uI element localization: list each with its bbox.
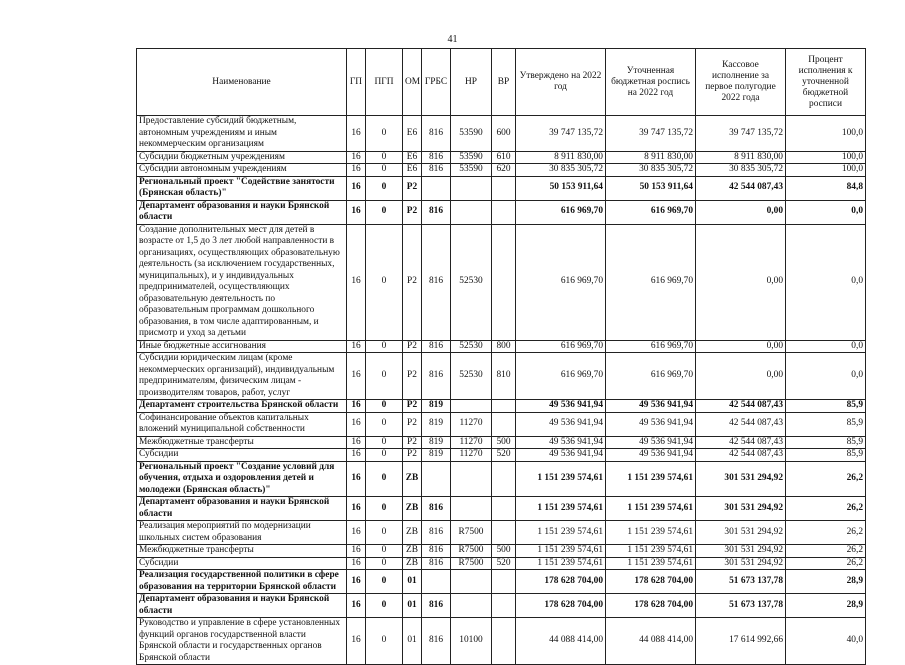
cell-approved: 49 536 941,94 bbox=[516, 400, 606, 413]
cell-name: Межбюджетные трансферты bbox=[137, 545, 347, 558]
cell-pct: 84,8 bbox=[786, 176, 866, 200]
cell-nr bbox=[451, 461, 492, 497]
cell-name: Департамент образования и науки Брянской области bbox=[137, 497, 347, 521]
cell-om: ZB bbox=[403, 521, 422, 545]
cell-gp: 16 bbox=[347, 545, 366, 558]
cell-grbs: 816 bbox=[422, 200, 451, 224]
cell-cash: 8 911 830,00 bbox=[696, 151, 786, 164]
cell-name: Реализация государственной политики в сфере образования на территории Брянской области bbox=[137, 570, 347, 594]
cell-cash: 51 673 137,78 bbox=[696, 570, 786, 594]
cell-pgp: 0 bbox=[366, 461, 403, 497]
cell-nr bbox=[451, 497, 492, 521]
cell-pct: 26,2 bbox=[786, 497, 866, 521]
cell-grbs: 816 bbox=[422, 618, 451, 665]
cell-pct: 85,9 bbox=[786, 436, 866, 449]
cell-refined: 44 088 414,00 bbox=[606, 618, 696, 665]
cell-pgp: 0 bbox=[366, 521, 403, 545]
cell-pct: 0,0 bbox=[786, 200, 866, 224]
cell-approved: 616 969,70 bbox=[516, 200, 606, 224]
cell-refined: 50 153 911,64 bbox=[606, 176, 696, 200]
col-header-cash: Кассовое исполнение за первое полугодие 2022 года bbox=[696, 49, 786, 116]
table-row bbox=[137, 353, 866, 400]
cell-grbs: 816 bbox=[422, 557, 451, 570]
cell-nr: 52530 bbox=[451, 224, 492, 340]
cell-approved: 39 747 135,72 bbox=[516, 116, 606, 152]
cell-grbs: 816 bbox=[422, 116, 451, 152]
cell-grbs bbox=[422, 570, 451, 594]
table-row bbox=[137, 557, 866, 570]
cell-approved: 49 536 941,94 bbox=[516, 449, 606, 462]
cell-om: ZB bbox=[403, 497, 422, 521]
cell-approved: 49 536 941,94 bbox=[516, 412, 606, 436]
cell-om: ZB bbox=[403, 557, 422, 570]
cell-gp: 16 bbox=[347, 618, 366, 665]
cell-vr bbox=[492, 400, 516, 413]
cell-nr: R7500 bbox=[451, 557, 492, 570]
cell-cash: 30 835 305,72 bbox=[696, 164, 786, 177]
cell-om: 01 bbox=[403, 594, 422, 618]
cell-om: ZB bbox=[403, 461, 422, 497]
cell-pgp: 0 bbox=[366, 497, 403, 521]
cell-approved: 1 151 239 574,61 bbox=[516, 545, 606, 558]
cell-nr: 52530 bbox=[451, 353, 492, 400]
cell-pct: 0,0 bbox=[786, 224, 866, 340]
cell-refined: 1 151 239 574,61 bbox=[606, 557, 696, 570]
cell-approved: 30 835 305,72 bbox=[516, 164, 606, 177]
cell-pgp: 0 bbox=[366, 400, 403, 413]
cell-pct: 85,9 bbox=[786, 449, 866, 462]
cell-grbs: 816 bbox=[422, 497, 451, 521]
cell-cash: 42 544 087,43 bbox=[696, 436, 786, 449]
cell-refined: 39 747 135,72 bbox=[606, 116, 696, 152]
cell-nr: 53590 bbox=[451, 151, 492, 164]
cell-name: Субсидии bbox=[137, 557, 347, 570]
cell-name: Региональный проект "Содействие занятости (Брянская область)" bbox=[137, 176, 347, 200]
cell-gp: 16 bbox=[347, 224, 366, 340]
cell-gp: 16 bbox=[347, 176, 366, 200]
cell-approved: 616 969,70 bbox=[516, 353, 606, 400]
cell-pgp: 0 bbox=[366, 340, 403, 353]
cell-gp: 16 bbox=[347, 340, 366, 353]
cell-approved: 1 151 239 574,61 bbox=[516, 497, 606, 521]
cell-vr: 520 bbox=[492, 449, 516, 462]
cell-om: Е6 bbox=[403, 116, 422, 152]
cell-vr bbox=[492, 594, 516, 618]
cell-grbs: 816 bbox=[422, 224, 451, 340]
cell-approved: 49 536 941,94 bbox=[516, 436, 606, 449]
table-row bbox=[137, 224, 866, 340]
cell-grbs: 819 bbox=[422, 436, 451, 449]
cell-gp: 16 bbox=[347, 151, 366, 164]
cell-cash: 0,00 bbox=[696, 353, 786, 400]
cell-vr bbox=[492, 461, 516, 497]
cell-refined: 1 151 239 574,61 bbox=[606, 497, 696, 521]
table-body bbox=[137, 116, 866, 665]
cell-grbs: 816 bbox=[422, 594, 451, 618]
cell-vr bbox=[492, 176, 516, 200]
cell-om: P2 bbox=[403, 449, 422, 462]
cell-pgp: 0 bbox=[366, 557, 403, 570]
cell-pct: 100,0 bbox=[786, 116, 866, 152]
cell-pgp: 0 bbox=[366, 164, 403, 177]
cell-pgp: 0 bbox=[366, 594, 403, 618]
cell-refined: 30 835 305,72 bbox=[606, 164, 696, 177]
cell-refined: 616 969,70 bbox=[606, 224, 696, 340]
table-row bbox=[137, 151, 866, 164]
cell-om: 01 bbox=[403, 570, 422, 594]
cell-name: Руководство и управление в сфере установленных функций органов государственной власти Брянской области и государственных органов Брянской области bbox=[137, 618, 347, 665]
cell-refined: 616 969,70 bbox=[606, 200, 696, 224]
cell-grbs: 816 bbox=[422, 340, 451, 353]
cell-nr bbox=[451, 176, 492, 200]
cell-refined: 49 536 941,94 bbox=[606, 436, 696, 449]
cell-vr: 620 bbox=[492, 164, 516, 177]
cell-gp: 16 bbox=[347, 412, 366, 436]
cell-gp: 16 bbox=[347, 521, 366, 545]
cell-name: Департамент строительства Брянской области bbox=[137, 400, 347, 413]
cell-refined: 49 536 941,94 bbox=[606, 400, 696, 413]
table-row bbox=[137, 461, 866, 497]
cell-vr bbox=[492, 497, 516, 521]
cell-pct: 26,2 bbox=[786, 557, 866, 570]
cell-grbs bbox=[422, 176, 451, 200]
cell-grbs: 819 bbox=[422, 412, 451, 436]
cell-pct: 100,0 bbox=[786, 151, 866, 164]
cell-om: P2 bbox=[403, 400, 422, 413]
cell-gp: 16 bbox=[347, 497, 366, 521]
cell-grbs: 816 bbox=[422, 545, 451, 558]
cell-name: Региональный проект "Создание условий для обучения, отдыха и оздоровления детей и молодежи (Брянская область)" bbox=[137, 461, 347, 497]
cell-cash: 0,00 bbox=[696, 200, 786, 224]
cell-gp: 16 bbox=[347, 449, 366, 462]
header-row bbox=[137, 49, 866, 116]
cell-gp: 16 bbox=[347, 353, 366, 400]
cell-gp: 16 bbox=[347, 400, 366, 413]
cell-name: Субсидии юридическим лицам (кроме некоммерческих организаций), индивидуальным предпринимателям, физическим лицам - производителям товаров, работ, услуг bbox=[137, 353, 347, 400]
cell-approved: 616 969,70 bbox=[516, 340, 606, 353]
cell-pgp: 0 bbox=[366, 618, 403, 665]
cell-gp: 16 bbox=[347, 200, 366, 224]
cell-vr bbox=[492, 570, 516, 594]
cell-pgp: 0 bbox=[366, 353, 403, 400]
cell-pgp: 0 bbox=[366, 449, 403, 462]
cell-vr: 800 bbox=[492, 340, 516, 353]
table-row bbox=[137, 497, 866, 521]
cell-refined: 1 151 239 574,61 bbox=[606, 461, 696, 497]
cell-refined: 49 536 941,94 bbox=[606, 449, 696, 462]
table-row bbox=[137, 521, 866, 545]
cell-om: P2 bbox=[403, 200, 422, 224]
cell-vr: 610 bbox=[492, 151, 516, 164]
col-header-pgp: ПГП bbox=[366, 49, 403, 116]
cell-grbs: 819 bbox=[422, 400, 451, 413]
cell-om: P2 bbox=[403, 340, 422, 353]
cell-refined: 1 151 239 574,61 bbox=[606, 521, 696, 545]
cell-approved: 1 151 239 574,61 bbox=[516, 521, 606, 545]
cell-nr: R7500 bbox=[451, 521, 492, 545]
cell-refined: 616 969,70 bbox=[606, 353, 696, 400]
cell-cash: 301 531 294,92 bbox=[696, 521, 786, 545]
cell-vr: 500 bbox=[492, 545, 516, 558]
cell-pgp: 0 bbox=[366, 436, 403, 449]
cell-name: Субсидии bbox=[137, 449, 347, 462]
cell-vr: 810 bbox=[492, 353, 516, 400]
cell-cash: 17 614 992,66 bbox=[696, 618, 786, 665]
cell-grbs: 816 bbox=[422, 151, 451, 164]
cell-om: P2 bbox=[403, 353, 422, 400]
cell-vr: 600 bbox=[492, 116, 516, 152]
cell-cash: 0,00 bbox=[696, 224, 786, 340]
cell-grbs: 819 bbox=[422, 449, 451, 462]
table-row bbox=[137, 400, 866, 413]
cell-pgp: 0 bbox=[366, 176, 403, 200]
cell-om: P2 bbox=[403, 412, 422, 436]
cell-grbs: 816 bbox=[422, 353, 451, 400]
cell-cash: 301 531 294,92 bbox=[696, 557, 786, 570]
cell-name: Департамент образования и науки Брянской области bbox=[137, 594, 347, 618]
cell-approved: 616 969,70 bbox=[516, 224, 606, 340]
cell-nr: 52530 bbox=[451, 340, 492, 353]
cell-gp: 16 bbox=[347, 461, 366, 497]
cell-gp: 16 bbox=[347, 570, 366, 594]
cell-pct: 26,2 bbox=[786, 461, 866, 497]
cell-name: Межбюджетные трансферты bbox=[137, 436, 347, 449]
cell-approved: 8 911 830,00 bbox=[516, 151, 606, 164]
table-row bbox=[137, 340, 866, 353]
cell-name: Реализация мероприятий по модернизации школьных систем образования bbox=[137, 521, 347, 545]
cell-approved: 44 088 414,00 bbox=[516, 618, 606, 665]
cell-om: P2 bbox=[403, 436, 422, 449]
cell-nr: 11270 bbox=[451, 436, 492, 449]
cell-refined: 616 969,70 bbox=[606, 340, 696, 353]
cell-pct: 100,0 bbox=[786, 164, 866, 177]
cell-name: Софинансирование объектов капитальных вложений муниципальной собственности bbox=[137, 412, 347, 436]
cell-refined: 1 151 239 574,61 bbox=[606, 545, 696, 558]
cell-pct: 0,0 bbox=[786, 353, 866, 400]
cell-grbs: 816 bbox=[422, 164, 451, 177]
cell-pct: 85,9 bbox=[786, 400, 866, 413]
cell-gp: 16 bbox=[347, 594, 366, 618]
cell-nr: 53590 bbox=[451, 164, 492, 177]
cell-om: Е6 bbox=[403, 164, 422, 177]
cell-pgp: 0 bbox=[366, 570, 403, 594]
cell-om: 01 bbox=[403, 618, 422, 665]
table-row bbox=[137, 545, 866, 558]
page-number: 41 bbox=[447, 34, 458, 45]
cell-approved: 178 628 704,00 bbox=[516, 570, 606, 594]
cell-vr bbox=[492, 521, 516, 545]
cell-nr: 11270 bbox=[451, 412, 492, 436]
cell-cash: 42 544 087,43 bbox=[696, 449, 786, 462]
cell-cash: 0,00 bbox=[696, 340, 786, 353]
cell-nr bbox=[451, 400, 492, 413]
table-row bbox=[137, 412, 866, 436]
cell-nr bbox=[451, 200, 492, 224]
col-header-grbs: ГРБС bbox=[422, 49, 451, 116]
cell-refined: 178 628 704,00 bbox=[606, 594, 696, 618]
table-row bbox=[137, 570, 866, 594]
cell-cash: 39 747 135,72 bbox=[696, 116, 786, 152]
cell-approved: 1 151 239 574,61 bbox=[516, 557, 606, 570]
cell-nr: 53590 bbox=[451, 116, 492, 152]
cell-pct: 28,9 bbox=[786, 570, 866, 594]
cell-gp: 16 bbox=[347, 164, 366, 177]
col-header-pct: Процент исполнения к уточненной бюджетной росписи bbox=[786, 49, 866, 116]
cell-approved: 50 153 911,64 bbox=[516, 176, 606, 200]
cell-cash: 301 531 294,92 bbox=[696, 497, 786, 521]
col-header-gp: ГП bbox=[347, 49, 366, 116]
table-row bbox=[137, 436, 866, 449]
col-header-vr: ВР bbox=[492, 49, 516, 116]
cell-pct: 85,9 bbox=[786, 412, 866, 436]
table-row bbox=[137, 176, 866, 200]
table-row bbox=[137, 449, 866, 462]
cell-om: P2 bbox=[403, 176, 422, 200]
cell-gp: 16 bbox=[347, 436, 366, 449]
cell-vr: 500 bbox=[492, 436, 516, 449]
cell-refined: 178 628 704,00 bbox=[606, 570, 696, 594]
cell-pgp: 0 bbox=[366, 224, 403, 340]
cell-vr bbox=[492, 618, 516, 665]
table-row bbox=[137, 618, 866, 665]
cell-name: Создание дополнительных мест для детей в возрасте от 1,5 до 3 лет любой направленности в организациях, осуществляющих образовательную деятельность (за исключением государственных, муниципальных), и у индивидуальных предпринимателей, осуществляющих образовательную деятельность по образовательным программам дошкольного образования, в том числе адаптированным, и присмотр и уход за детьми bbox=[137, 224, 347, 340]
cell-cash: 42 544 087,43 bbox=[696, 400, 786, 413]
cell-refined: 49 536 941,94 bbox=[606, 412, 696, 436]
col-header-om: ОМ bbox=[403, 49, 422, 116]
col-header-nr: НР bbox=[451, 49, 492, 116]
cell-pgp: 0 bbox=[366, 200, 403, 224]
cell-grbs bbox=[422, 461, 451, 497]
cell-cash: 301 531 294,92 bbox=[696, 461, 786, 497]
cell-pgp: 0 bbox=[366, 412, 403, 436]
table-row bbox=[137, 594, 866, 618]
cell-refined: 8 911 830,00 bbox=[606, 151, 696, 164]
cell-pct: 26,2 bbox=[786, 545, 866, 558]
cell-pct: 28,9 bbox=[786, 594, 866, 618]
cell-pgp: 0 bbox=[366, 116, 403, 152]
budget-table bbox=[136, 48, 866, 665]
cell-gp: 16 bbox=[347, 557, 366, 570]
cell-grbs: 816 bbox=[422, 521, 451, 545]
col-header-approved: Утверждено на 2022 год bbox=[516, 49, 606, 116]
cell-gp: 16 bbox=[347, 116, 366, 152]
cell-nr: 10100 bbox=[451, 618, 492, 665]
cell-pgp: 0 bbox=[366, 545, 403, 558]
table-row bbox=[137, 116, 866, 152]
cell-om: ZB bbox=[403, 545, 422, 558]
col-header-name: Наименование bbox=[137, 49, 347, 116]
cell-vr: 520 bbox=[492, 557, 516, 570]
cell-cash: 301 531 294,92 bbox=[696, 545, 786, 558]
cell-nr: 11270 bbox=[451, 449, 492, 462]
cell-pgp: 0 bbox=[366, 151, 403, 164]
cell-vr bbox=[492, 200, 516, 224]
cell-om: P2 bbox=[403, 224, 422, 340]
table-row bbox=[137, 200, 866, 224]
cell-name: Предоставление субсидий бюджетным, автономным учреждениям и иным некоммерческим организациям bbox=[137, 116, 347, 152]
col-header-refined: Уточненная бюджетная роспись на 2022 год bbox=[606, 49, 696, 116]
cell-cash: 51 673 137,78 bbox=[696, 594, 786, 618]
cell-pct: 26,2 bbox=[786, 521, 866, 545]
cell-cash: 42 544 087,43 bbox=[696, 412, 786, 436]
cell-vr bbox=[492, 224, 516, 340]
cell-cash: 42 544 087,43 bbox=[696, 176, 786, 200]
cell-name: Департамент образования и науки Брянской области bbox=[137, 200, 347, 224]
cell-pct: 0,0 bbox=[786, 340, 866, 353]
cell-nr bbox=[451, 570, 492, 594]
cell-name: Субсидии автономным учреждениям bbox=[137, 164, 347, 177]
cell-name: Субсидии бюджетным учреждениям bbox=[137, 151, 347, 164]
cell-vr bbox=[492, 412, 516, 436]
cell-om: Е6 bbox=[403, 151, 422, 164]
table-row bbox=[137, 164, 866, 177]
cell-name: Иные бюджетные ассигнования bbox=[137, 340, 347, 353]
cell-approved: 1 151 239 574,61 bbox=[516, 461, 606, 497]
cell-approved: 178 628 704,00 bbox=[516, 594, 606, 618]
cell-nr bbox=[451, 594, 492, 618]
cell-nr: R7500 bbox=[451, 545, 492, 558]
cell-pct: 40,0 bbox=[786, 618, 866, 665]
